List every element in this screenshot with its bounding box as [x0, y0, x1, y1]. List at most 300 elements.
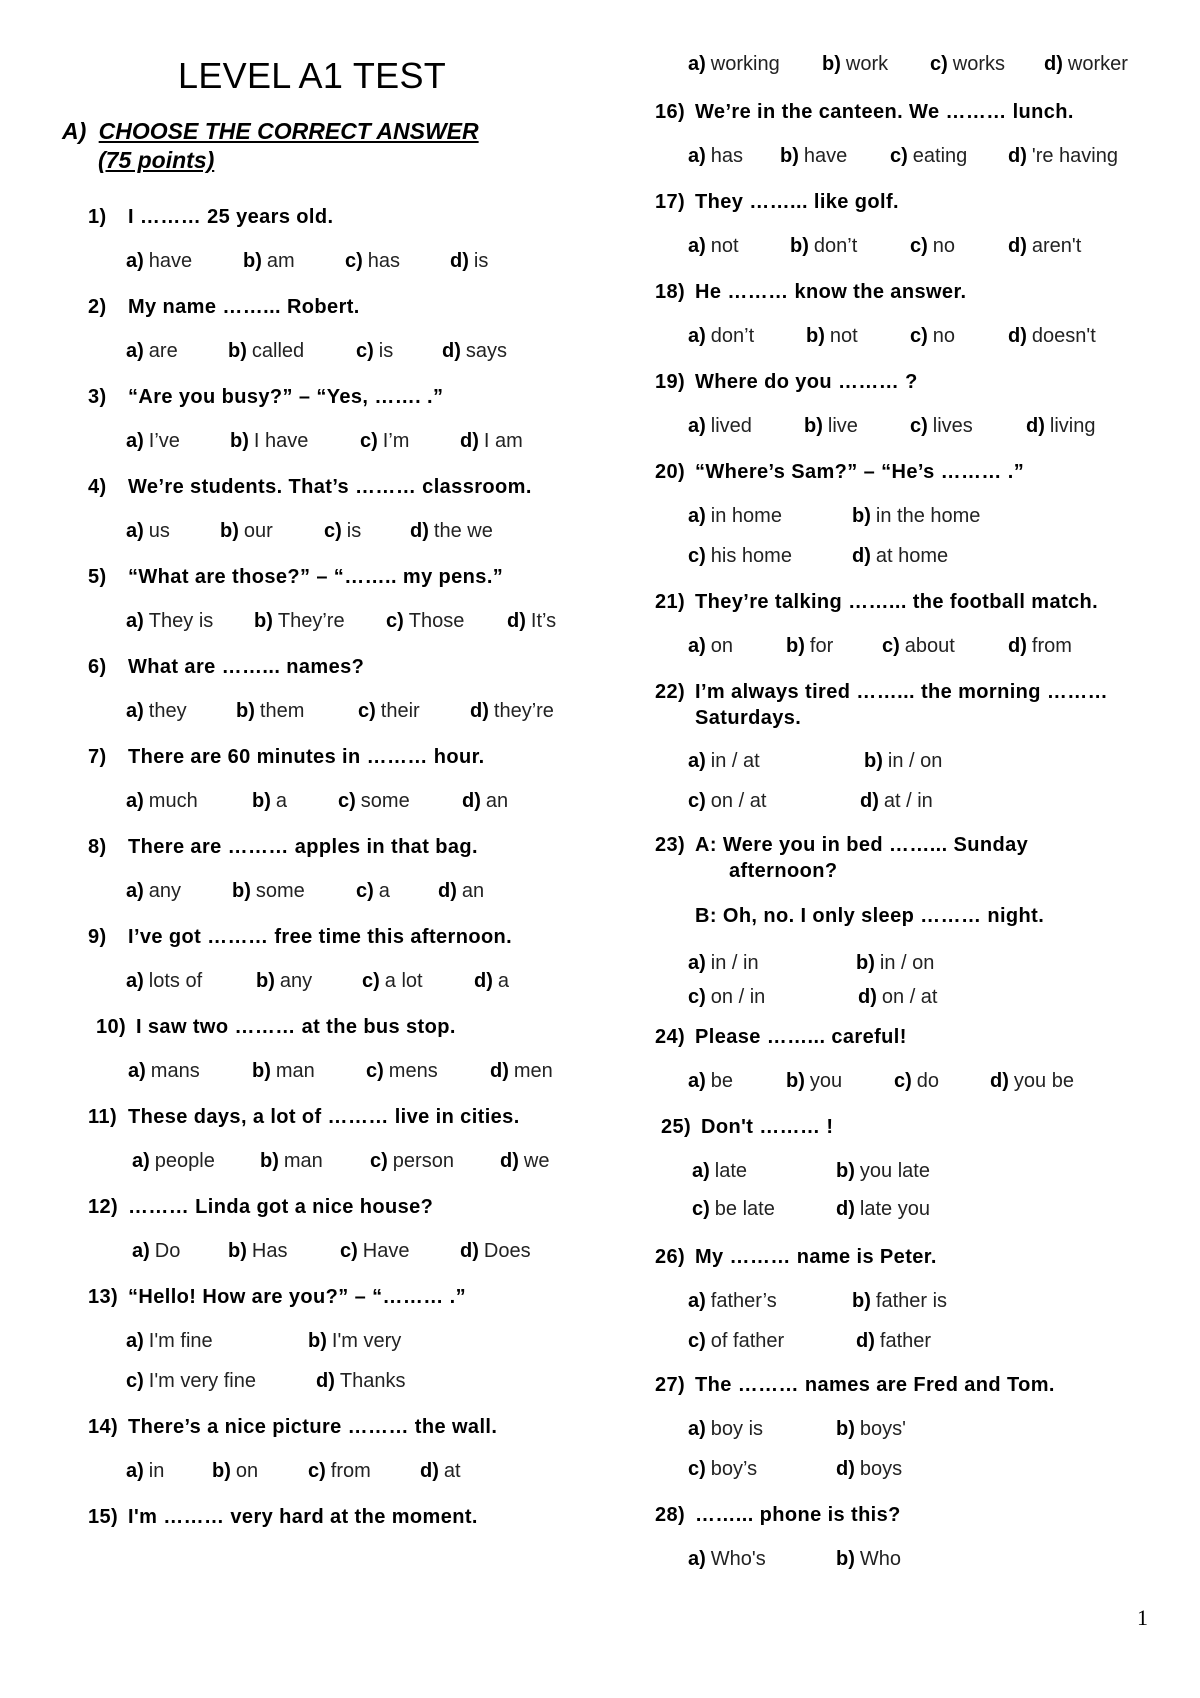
answer-option-b[interactable]: [822, 53, 888, 76]
question-text: There are 60 minutes in ……… hour.: [128, 746, 485, 768]
option-letter: a): [688, 505, 706, 527]
answer-option-b[interactable]: [806, 325, 858, 348]
answer-option-b[interactable]: [836, 1160, 930, 1183]
answer-option-a[interactable]: [126, 790, 198, 813]
answer-option-d[interactable]: [1008, 635, 1072, 658]
option-letter: a): [688, 415, 706, 437]
question-number: 21): [655, 591, 686, 613]
answer-option-b[interactable]: [856, 952, 934, 975]
option-text: boys: [859, 1458, 903, 1480]
answer-option-d[interactable]: [990, 1070, 1074, 1093]
answer-option-a[interactable]: [688, 1290, 777, 1313]
option-text: people: [154, 1150, 215, 1172]
answer-option-c[interactable]: [356, 340, 393, 363]
answer-option-c[interactable]: [362, 970, 423, 993]
option-text: Do: [154, 1240, 181, 1262]
option-letter: b): [232, 880, 251, 902]
option-letter: a): [126, 340, 144, 362]
option-text: mens: [388, 1060, 438, 1082]
option-letter: b): [852, 505, 871, 527]
option-text: no: [932, 235, 956, 257]
option-text: man: [283, 1150, 323, 1172]
option-letter: a): [688, 750, 706, 772]
option-letter: c): [362, 970, 380, 992]
option-letter: a): [126, 790, 144, 812]
answer-option-d[interactable]: [856, 1330, 931, 1353]
question-text: I ……… 25 years old.: [128, 206, 334, 228]
question-text: I saw two ……… at the bus stop.: [136, 1016, 456, 1038]
option-text: a: [378, 880, 390, 902]
answer-option-a[interactable]: [688, 1548, 766, 1571]
answer-option-c[interactable]: [338, 790, 410, 813]
option-letter: c): [126, 1370, 144, 1392]
option-letter: c): [356, 340, 374, 362]
question-13: [88, 1286, 466, 1309]
question-12: [88, 1196, 433, 1219]
question-11: [88, 1106, 520, 1129]
question-22: [655, 681, 1108, 704]
question-23: [655, 834, 1028, 857]
answer-option-b[interactable]: [836, 1418, 906, 1441]
option-letter: d): [438, 880, 457, 902]
question-text-continued: Saturdays.: [695, 707, 802, 729]
option-letter: c): [358, 700, 376, 722]
answer-option-a[interactable]: [688, 1070, 733, 1093]
option-text: is: [473, 250, 489, 272]
answer-option-c[interactable]: [345, 250, 400, 273]
option-letter: a): [126, 700, 144, 722]
option-text: them: [259, 700, 305, 722]
answer-option-b[interactable]: [228, 1240, 287, 1263]
question-number: 5): [88, 566, 107, 588]
answer-option-b[interactable]: [308, 1330, 401, 1353]
question-4: [88, 476, 532, 499]
option-letter: a): [132, 1240, 150, 1262]
option-letter: a): [688, 1418, 706, 1440]
question-text: I'm ……… very hard at the moment.: [128, 1506, 478, 1528]
answer-option-d[interactable]: [438, 880, 484, 903]
question-number: 11): [88, 1106, 118, 1128]
question-text: They’re talking ……... the football match.: [695, 591, 1099, 613]
option-letter: a): [688, 635, 706, 657]
answer-option-d[interactable]: [316, 1370, 405, 1393]
answer-option-a[interactable]: [126, 520, 170, 543]
answer-option-d[interactable]: [460, 430, 523, 453]
answer-option-a[interactable]: [688, 952, 759, 975]
option-letter: c): [366, 1060, 384, 1082]
option-text: called: [251, 340, 305, 362]
question-10: [96, 1016, 456, 1039]
option-text: you: [809, 1070, 843, 1092]
option-text: doesn't: [1031, 325, 1096, 347]
option-letter: c): [688, 1458, 706, 1480]
question-text: Don't ……… !: [701, 1116, 834, 1138]
option-letter: b): [806, 325, 825, 347]
option-text: eating: [912, 145, 968, 167]
option-text: worker: [1067, 53, 1128, 75]
option-letter: b): [864, 750, 883, 772]
option-letter: b): [260, 1150, 279, 1172]
option-letter: b): [836, 1418, 855, 1440]
question-20: [655, 461, 1024, 484]
answer-option-c[interactable]: [688, 986, 765, 1009]
question-text: My ……… name is Peter.: [695, 1246, 937, 1268]
option-letter: a): [126, 1330, 144, 1352]
question-text: ……… Linda got a nice house?: [128, 1196, 434, 1218]
answer-option-b[interactable]: [236, 700, 304, 723]
option-text: a lot: [384, 970, 423, 992]
question-number: 3): [88, 386, 107, 408]
option-text: about: [904, 635, 955, 657]
question-text: Please ……... careful!: [695, 1026, 907, 1048]
answer-option-c[interactable]: [324, 520, 361, 543]
option-letter: b): [236, 700, 255, 722]
option-text: in the home: [875, 505, 981, 527]
option-text: mans: [150, 1060, 200, 1082]
answer-option-a[interactable]: [126, 1460, 164, 1483]
answer-option-b[interactable]: [230, 430, 308, 453]
option-letter: d): [490, 1060, 509, 1082]
option-text: not: [710, 235, 739, 257]
answer-option-c[interactable]: [882, 635, 955, 658]
question-1: [88, 206, 333, 229]
option-text: person: [392, 1150, 454, 1172]
question-number: 13): [88, 1286, 119, 1308]
question-text: We’re students. That’s ……… classroom.: [128, 476, 532, 498]
answer-option-d[interactable]: [500, 1150, 549, 1173]
option-text: says: [465, 340, 508, 362]
question-text: The ……… names are Fred and Tom.: [695, 1374, 1055, 1396]
option-letter: d): [507, 610, 526, 632]
answer-option-b[interactable]: [252, 1060, 315, 1083]
question-7: [88, 746, 485, 769]
answer-option-c[interactable]: [894, 1070, 939, 1093]
option-text: do: [916, 1070, 940, 1092]
answer-option-b[interactable]: [232, 880, 305, 903]
option-text: father: [879, 1330, 932, 1352]
answer-option-b[interactable]: [228, 340, 304, 363]
question-text: He ……… know the answer.: [695, 281, 967, 303]
question-number: 15): [88, 1506, 119, 1528]
option-text: in / on: [887, 750, 943, 772]
answer-option-c[interactable]: [910, 415, 973, 438]
question-16: [655, 101, 1074, 124]
option-letter: d): [836, 1458, 855, 1480]
answer-option-c[interactable]: [910, 235, 955, 258]
answer-option-c[interactable]: [370, 1150, 454, 1173]
answer-option-b[interactable]: [780, 145, 847, 168]
answer-option-a[interactable]: [126, 340, 178, 363]
answer-option-d[interactable]: [442, 340, 507, 363]
answer-option-d[interactable]: [490, 1060, 553, 1083]
option-text: in home: [710, 505, 782, 527]
answer-option-c[interactable]: [358, 700, 420, 723]
answer-option-c[interactable]: [688, 1330, 784, 1353]
answer-option-b[interactable]: [786, 1070, 842, 1093]
option-text: boy is: [710, 1418, 764, 1440]
question-19: [655, 371, 918, 394]
option-letter: a): [126, 430, 144, 452]
answer-option-d[interactable]: [450, 250, 488, 273]
option-letter: d): [460, 430, 479, 452]
page-title: LEVEL A1 TEST: [178, 55, 447, 96]
question-number: 10): [96, 1016, 127, 1038]
question-3: [88, 386, 443, 409]
question-25: [661, 1116, 833, 1139]
question-number: 16): [655, 101, 686, 123]
answer-option-d[interactable]: [852, 545, 948, 568]
answer-option-a[interactable]: [688, 53, 780, 76]
question-21: [655, 591, 1098, 614]
option-letter: d): [470, 700, 489, 722]
answer-option-a[interactable]: [688, 750, 760, 773]
question-number: 8): [88, 836, 107, 858]
answer-option-d[interactable]: [836, 1198, 930, 1221]
answer-option-d[interactable]: [474, 970, 509, 993]
option-letter: b): [230, 430, 249, 452]
answer-option-d[interactable]: [507, 610, 556, 633]
answer-option-b[interactable]: [804, 415, 858, 438]
answer-option-d[interactable]: [858, 986, 938, 1009]
option-text: aren't: [1031, 235, 1082, 257]
answer-option-d[interactable]: [1026, 415, 1095, 438]
answer-option-b[interactable]: [852, 505, 980, 528]
answer-option-a[interactable]: [132, 1240, 180, 1263]
option-letter: c): [890, 145, 908, 167]
answer-option-c[interactable]: [308, 1460, 371, 1483]
question-number: 9): [88, 926, 107, 948]
option-letter: b): [308, 1330, 327, 1352]
option-text: an: [485, 790, 509, 812]
option-text: Does: [483, 1240, 531, 1262]
option-letter: a): [126, 880, 144, 902]
answer-option-d[interactable]: [860, 790, 933, 813]
section-title: CHOOSE THE CORRECT ANSWER: [98, 118, 479, 144]
question-18: [655, 281, 967, 304]
answer-option-d[interactable]: [1008, 235, 1081, 258]
option-letter: a): [688, 1548, 706, 1570]
option-text: I have: [253, 430, 309, 452]
question-28: [655, 1504, 901, 1527]
answer-option-a[interactable]: [688, 235, 739, 258]
answer-option-d[interactable]: [1008, 145, 1118, 168]
option-letter: c): [910, 325, 928, 347]
option-text: lived: [710, 415, 752, 437]
option-text: am: [266, 250, 295, 272]
option-letter: d): [316, 1370, 335, 1392]
answer-option-a[interactable]: [688, 635, 733, 658]
answer-option-a[interactable]: [128, 1060, 200, 1083]
option-text: is: [346, 520, 362, 542]
option-text: at / in: [883, 790, 933, 812]
answer-option-b[interactable]: [252, 790, 287, 813]
answer-option-d[interactable]: [410, 520, 493, 543]
answer-option-a[interactable]: [126, 700, 187, 723]
option-letter: d): [836, 1198, 855, 1220]
option-letter: b): [852, 1290, 871, 1312]
option-letter: d): [852, 545, 871, 567]
option-text: their: [380, 700, 420, 722]
answer-option-d[interactable]: [462, 790, 508, 813]
option-letter: b): [856, 952, 875, 974]
question-number: 26): [655, 1246, 686, 1268]
option-letter: a): [132, 1150, 150, 1172]
question-text: I’m always tired ……... the morning ………: [695, 681, 1109, 703]
answer-option-c[interactable]: [356, 880, 390, 903]
question-14: [88, 1416, 497, 1439]
answer-option-c[interactable]: [692, 1198, 775, 1221]
section-heading: [62, 118, 479, 145]
answer-option-b[interactable]: [254, 610, 345, 633]
answer-option-a[interactable]: [688, 145, 743, 168]
answer-option-b[interactable]: [852, 1290, 947, 1313]
question-number: 14): [88, 1416, 119, 1438]
option-text: no: [932, 325, 956, 347]
answer-option-c[interactable]: [688, 545, 792, 568]
answer-option-a[interactable]: [688, 415, 752, 438]
option-letter: c): [894, 1070, 912, 1092]
option-letter: b): [256, 970, 275, 992]
option-letter: a): [126, 610, 144, 632]
option-text: works: [952, 53, 1006, 75]
option-letter: a): [688, 1290, 706, 1312]
option-text: is: [378, 340, 394, 362]
answer-option-c[interactable]: [688, 790, 766, 813]
option-letter: b): [822, 53, 841, 75]
answer-option-a[interactable]: [126, 970, 202, 993]
option-letter: c): [692, 1198, 710, 1220]
option-letter: c): [370, 1150, 388, 1172]
question-9: [88, 926, 512, 949]
answer-option-a[interactable]: [132, 1150, 215, 1173]
option-text: our: [243, 520, 273, 542]
option-text: they: [148, 700, 187, 722]
option-letter: a): [692, 1160, 710, 1182]
option-text: I’m: [382, 430, 410, 452]
answer-option-c[interactable]: [366, 1060, 438, 1083]
option-letter: d): [1008, 325, 1027, 347]
option-letter: c): [345, 250, 363, 272]
question-number: 12): [88, 1196, 119, 1218]
answer-option-a[interactable]: [688, 1418, 763, 1441]
answer-option-a[interactable]: [688, 505, 782, 528]
option-text: Those: [408, 610, 465, 632]
answer-option-a[interactable]: [692, 1160, 747, 1183]
answer-option-d[interactable]: [836, 1458, 902, 1481]
question-15: [88, 1506, 478, 1529]
option-letter: d): [442, 340, 461, 362]
answer-option-c[interactable]: [910, 325, 955, 348]
question-text: There’s a nice picture ……… the wall.: [128, 1416, 498, 1438]
answer-option-c[interactable]: [340, 1240, 410, 1263]
option-letter: a): [688, 235, 706, 257]
option-letter: d): [858, 986, 877, 1008]
answer-option-b[interactable]: [836, 1548, 901, 1571]
question-number: 1): [88, 206, 107, 228]
option-letter: a): [126, 250, 144, 272]
answer-option-d[interactable]: [460, 1240, 531, 1263]
option-letter: b): [780, 145, 799, 167]
answer-option-b[interactable]: [790, 235, 857, 258]
option-letter: b): [254, 610, 273, 632]
answer-option-c[interactable]: [360, 430, 409, 453]
answer-option-a[interactable]: [688, 325, 754, 348]
option-letter: c): [386, 610, 404, 632]
answer-option-c[interactable]: [126, 1370, 256, 1393]
option-letter: b): [836, 1160, 855, 1182]
option-letter: c): [360, 430, 378, 452]
option-text: has: [710, 145, 744, 167]
question-27: [655, 1374, 1055, 1397]
option-text: lives: [932, 415, 973, 437]
answer-option-a[interactable]: [126, 610, 213, 633]
answer-option-c[interactable]: [688, 1458, 757, 1481]
answer-option-b[interactable]: [243, 250, 295, 273]
option-letter: d): [462, 790, 481, 812]
answer-option-b[interactable]: [212, 1460, 258, 1483]
answer-option-b[interactable]: [260, 1150, 323, 1173]
answer-option-a[interactable]: [126, 250, 192, 273]
question-text: A: Were you in bed ……... Sunday: [695, 834, 1029, 856]
option-text: Who: [859, 1548, 902, 1570]
answer-option-d[interactable]: [1008, 325, 1096, 348]
answer-option-d[interactable]: [420, 1460, 461, 1483]
question-text: What are ……... names?: [128, 656, 365, 678]
question-number: 25): [661, 1116, 692, 1138]
option-text: his home: [710, 545, 792, 567]
option-text: you late: [859, 1160, 930, 1182]
question-text-part-b: B: Oh, no. I only sleep ……… night.: [695, 905, 1045, 927]
answer-option-b[interactable]: [864, 750, 942, 773]
option-text: an: [461, 880, 485, 902]
option-letter: c): [882, 635, 900, 657]
answer-option-d[interactable]: [1044, 53, 1128, 76]
answer-option-c[interactable]: [890, 145, 967, 168]
option-text: you be: [1013, 1070, 1074, 1092]
option-text: be: [710, 1070, 734, 1092]
option-text: any: [279, 970, 313, 992]
option-letter: b): [836, 1548, 855, 1570]
option-text: I am: [483, 430, 523, 452]
option-text: on / at: [710, 790, 767, 812]
option-letter: d): [410, 520, 429, 542]
answer-option-a[interactable]: [126, 880, 181, 903]
option-letter: d): [450, 250, 469, 272]
question-text: These days, a lot of ……… live in cities.: [128, 1106, 520, 1128]
answer-option-c[interactable]: [930, 53, 1005, 76]
answer-option-b[interactable]: [256, 970, 312, 993]
option-text: men: [513, 1060, 553, 1082]
option-letter: a): [688, 145, 706, 167]
option-text: in / at: [710, 750, 760, 772]
question-number: 28): [655, 1504, 686, 1526]
option-letter: c): [930, 53, 948, 75]
answer-option-d[interactable]: [470, 700, 554, 723]
option-letter: b): [252, 1060, 271, 1082]
question-text: Where do you ……… ?: [695, 371, 918, 393]
option-text: has: [367, 250, 401, 272]
answer-option-a[interactable]: [126, 430, 180, 453]
answer-option-b[interactable]: [786, 635, 833, 658]
option-text: I'm very: [331, 1330, 402, 1352]
answer-option-c[interactable]: [386, 610, 464, 633]
answer-option-a[interactable]: [126, 1330, 213, 1353]
option-text: father is: [875, 1290, 948, 1312]
option-letter: a): [688, 53, 706, 75]
answer-option-b[interactable]: [220, 520, 273, 543]
question-text: “Where’s Sam?” – “He’s ……… .”: [695, 461, 1025, 483]
question-24: [655, 1026, 907, 1049]
